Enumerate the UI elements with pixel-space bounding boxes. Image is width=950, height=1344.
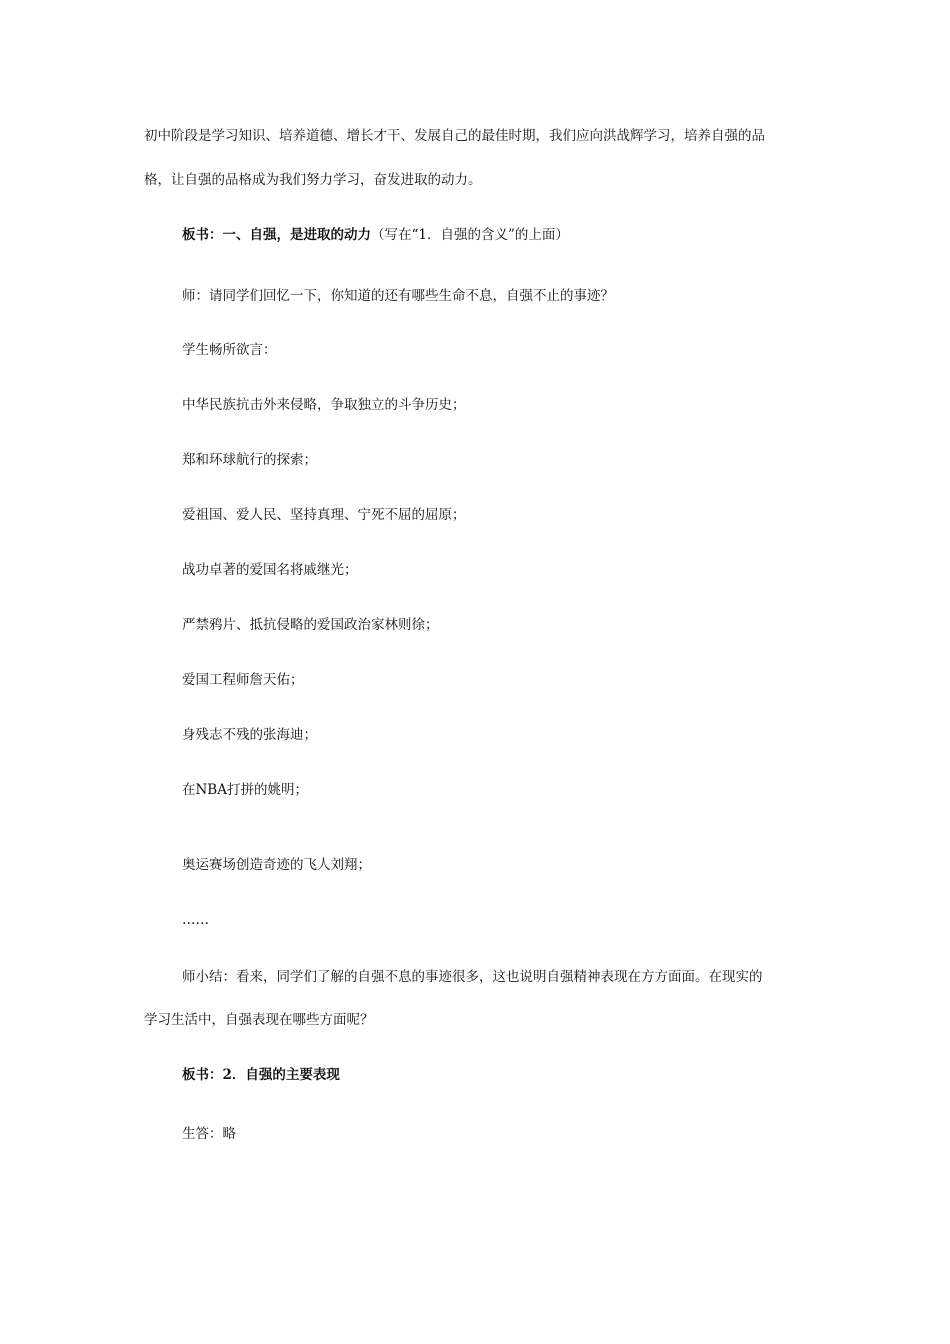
- example-item: 战功卓著的爱国名将戚继光；: [182, 562, 358, 578]
- example-item: 身残志不残的张海迪；: [182, 727, 317, 743]
- paragraph-line: 初中阶段是学习知识、培养道德、增长才干、发展自己的最佳时期，我们应向洪战辉学习，培养自强的品: [144, 128, 765, 144]
- board-heading-2: 板书：2．自强的主要表现: [182, 1067, 340, 1083]
- example-item: 中华民族抗击外来侵略，争取独立的斗争历史；: [182, 397, 466, 413]
- paragraph-line: 格，让自强的品格成为我们努力学习，奋发进取的动力。: [144, 172, 482, 188]
- board-heading-1: [182, 225, 569, 245]
- example-item: 爱祖国、爱人民、坚持真理、宁死不屈的屈原；: [182, 507, 466, 523]
- student-answer: 生答：略: [182, 1126, 236, 1142]
- summary-line: 学习生活中，自强表现在哪些方面呢？: [144, 1012, 374, 1028]
- example-item: 爱国工程师詹天佑；: [182, 672, 304, 688]
- example-item: ……: [182, 912, 209, 928]
- students-intro: 学生畅所欲言：: [182, 342, 277, 358]
- example-item: 奥运赛场创造奇迹的飞人刘翔；: [182, 857, 371, 873]
- example-item: 在NBA打拼的姚明；: [182, 782, 308, 798]
- example-item: 郑和环球航行的探索；: [182, 452, 317, 468]
- board-heading-note: （写在“1．自强的含义”的上面）: [371, 227, 569, 243]
- board-heading-bold: 板书：一、自强，是进取的动力: [182, 227, 371, 243]
- example-item: 严禁鸦片、抵抗侵略的爱国政治家林则徐；: [182, 617, 439, 633]
- summary-line: 师小结：看来，同学们了解的自强不息的事迹很多，这也说明自强精神表现在方方面面。在现实的: [182, 969, 763, 985]
- teacher-question: 师：请同学们回忆一下，你知道的还有哪些生命不息，自强不止的事迹？: [182, 288, 614, 304]
